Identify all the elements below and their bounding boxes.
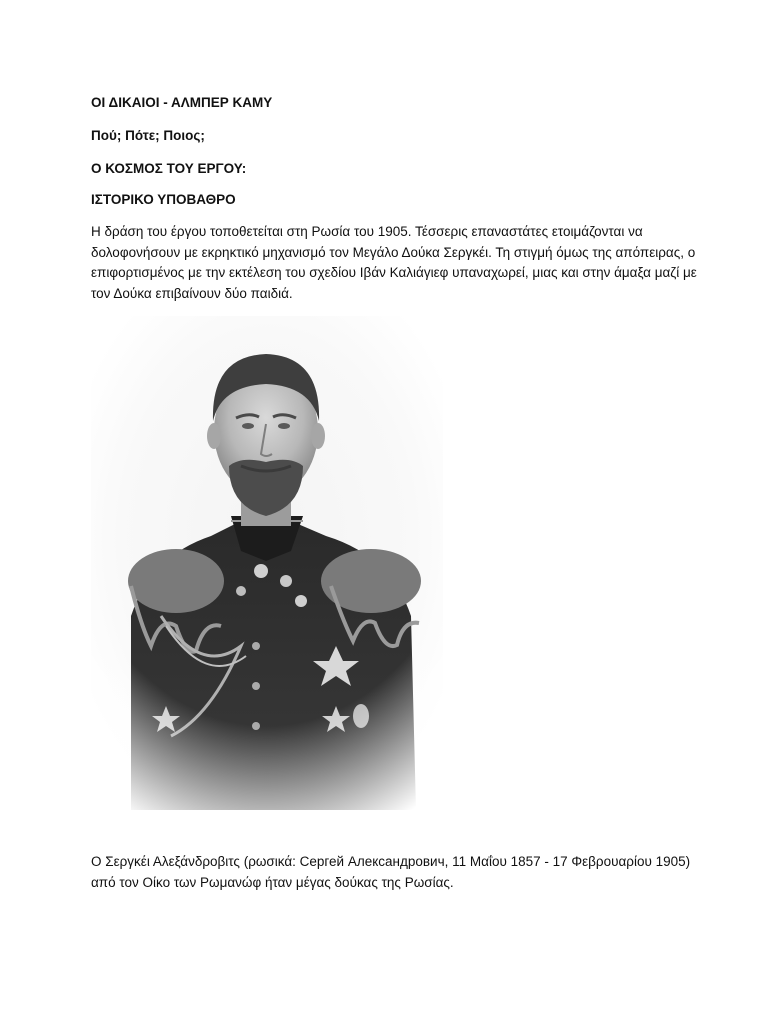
intro-line: δολοφονήσουν με εκρηκτικό μηχανισμό τον Μεγάλο Δούκα Σεργκέι. Τη στιγμή όμως της απόπειρας, ο xyxy=(91,244,696,260)
section-heading-world: Ο ΚΟΣΜΟΣ ΤΟΥ ΕΡΓΟΥ: xyxy=(91,161,247,176)
intro-paragraph xyxy=(91,222,697,304)
intro-line: τον Δούκα επιβαίνουν δύο παιδιά. xyxy=(91,285,293,301)
portrait-photo xyxy=(91,316,443,810)
section-heading-history: ΙΣΤΟΡΙΚΟ ΥΠΟΒΑΘΡΟ xyxy=(91,192,236,207)
intro-line: Η δράση του έργου τοποθετείται στη Ρωσία του 1905. Τέσσερις επαναστάτες ετοιμάζονται να xyxy=(91,224,643,239)
portrait-illustration xyxy=(91,316,443,810)
caption-paragraph xyxy=(91,852,691,893)
document-title: ΟΙ ΔΙΚΑΙΟΙ - ΑΛΜΠΕΡ ΚΑΜΥ xyxy=(91,95,273,110)
caption-line: Ο Σεργκέι Αλεξάνδροβιτς (ρωσικά: Сергей Александрович, 11 Μαΐου 1857 - 17 Φεβρουαρίου 1905) xyxy=(91,854,691,869)
caption-line: από τον Οίκο των Ρωμανώφ ήταν μέγας δούκας της Ρωσίας. xyxy=(91,874,454,890)
questions-heading: Πού; Πότε; Ποιος; xyxy=(91,128,205,143)
intro-line: επιφορτισμένος με την εκτέλεση του σχεδίου Ιβάν Καλιάγιεφ υπαναχωρεί, μιας και στην άμαξα μαζί με xyxy=(91,265,697,280)
